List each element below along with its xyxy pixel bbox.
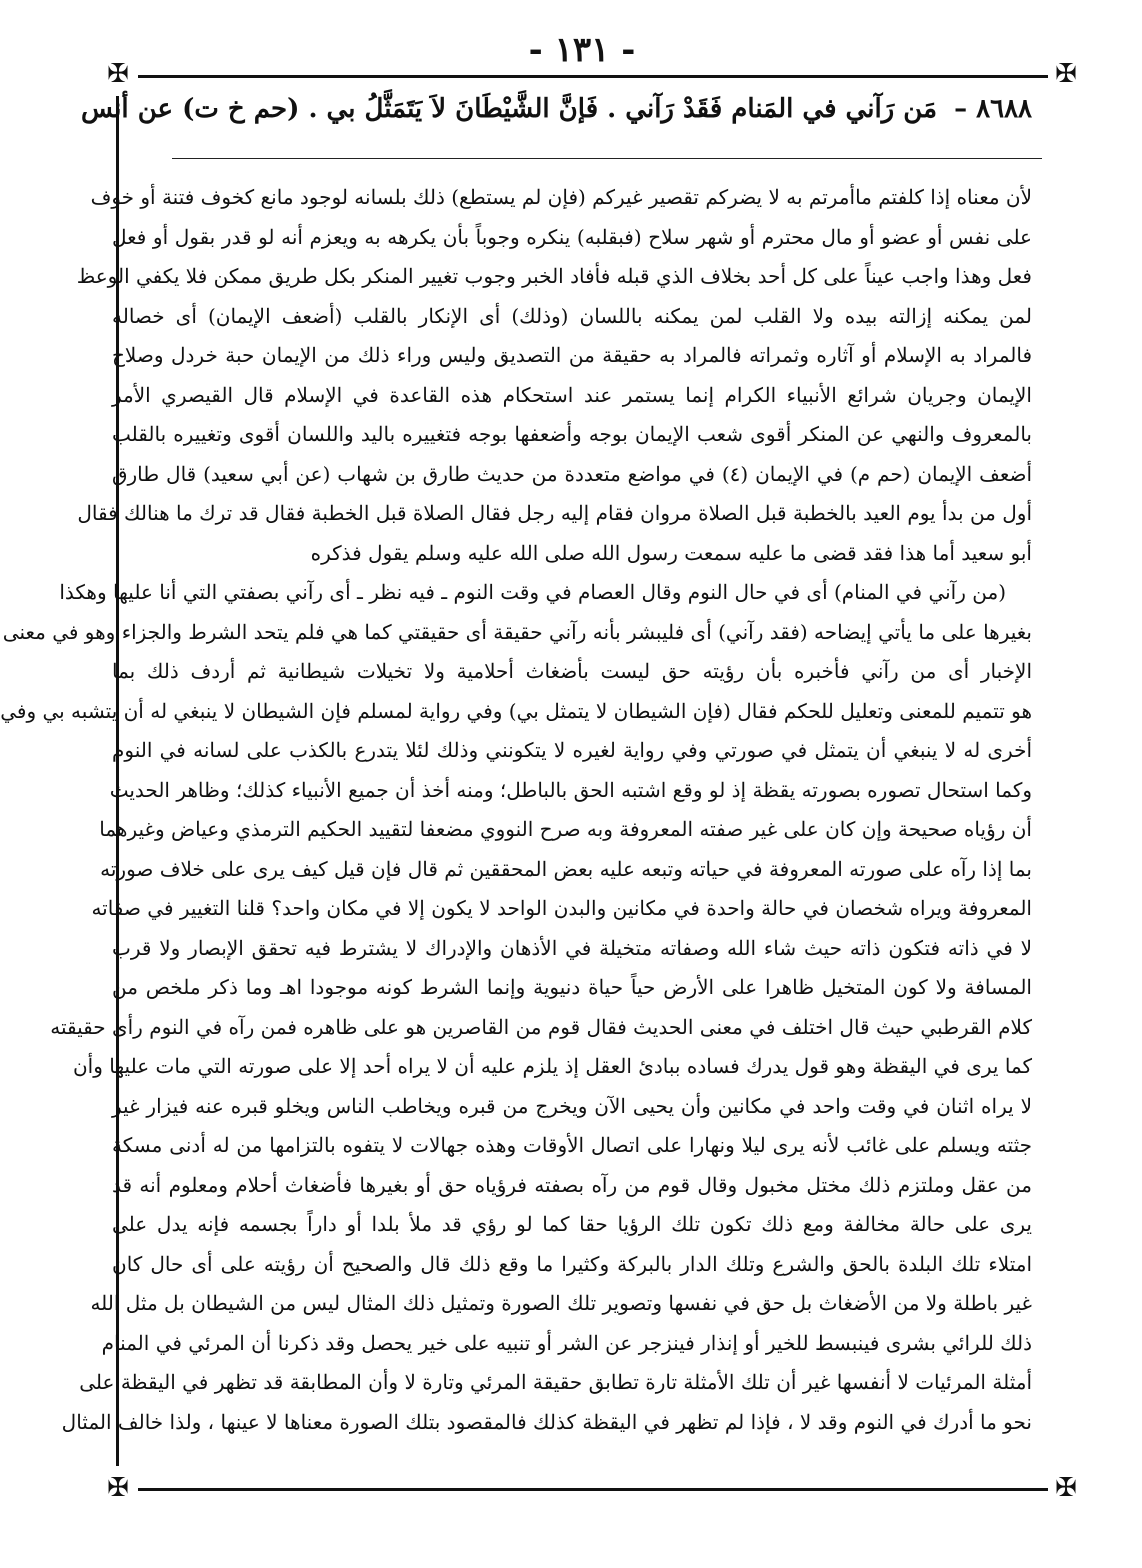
- commentary-line: أضعف الإيمان (حم م) في الإيمان (٤) في مواضع متعددة من حديث طارق بن شهاب (عن أبي سعيد) قال طارق: [112, 461, 1033, 486]
- commentary-line: ذلك للرائي بشرى فينبسط للخير أو إنذار فينزجر عن الشر أو تنبيه على خير يحصل وقد ذكرنا أن المرئي في المنام: [101, 1330, 1032, 1355]
- commentary-line: أن رؤياه صحيحة وإن كان على غير صفته المعروفة وبه صرح النووي مضعفا لتقييد الحكيم الترمذي وعياض وغيرهما: [99, 817, 1032, 841]
- header-divider: [172, 158, 1042, 159]
- commentary-line: لا يراه اثنان في وقت واحد في مكانين وأن يحيى الآن ويخرج من قبره ويخاطب الناس ويخلو قبره عنه فيزار غير: [112, 1093, 1032, 1118]
- commentary-line: بما إذا رآه على صورته المعروفة في حياته وتبعه عليه بعض المحققين ثم قال فإن قيل كيف يرى على خلاف صورته: [100, 856, 1032, 881]
- commentary-line: امتلاء تلك البلدة بالحق والشرع وتلك الدار بالبركة وكثيرا ما وقع ذلك قال والصحيح أن رؤيته على أى حال كان: [112, 1251, 1032, 1276]
- commentary-line: الإخبار أى من رآني فأخبره بأن رؤيته حق ليست بأضغاث أحلامية ولا تخيلات شيطانية ثم أردف ذلك بما: [112, 659, 1032, 683]
- corner-ornament-icon: ✠: [107, 59, 129, 89]
- corner-ornament-icon: ✠: [1055, 1473, 1077, 1503]
- commentary-line: نحو ما أدرك في النوم وقد لا ، فإذا لم تظهر في اليقظة كذلك فالمقصود بتلك الصورة معناها لا عينها ، ولذا خالف المثال: [61, 1409, 1032, 1434]
- commentary-line: أمثلة المرئيات لا أنفسها غير أن تلك الأمثلة تارة تطابق حقيقة المرئي وتارة لا وأن المطابقة قد تظهر في اليقظة على: [79, 1370, 1032, 1394]
- page-number: - ١٣١ -: [528, 30, 636, 70]
- hadith-number: ٨٦٨٨ –: [954, 94, 1032, 124]
- commentary-line: هو تتميم للمعنى وتعليل للحكم فقال (فإن الشيطان لا يتمثل بي) وفي رواية لمسلم فإن الشيطان لا ينبغي له أن يتشبه بي وفي: [0, 698, 1032, 723]
- commentary-line: جثته ويسلم على غائب لأنه يرى ليلا ونهارا على اتصال الأوقات وهذه جهالات لا يتفوه بالتزامها من له أدنى مسكة: [112, 1133, 1032, 1157]
- commentary-line: بغيرها على ما يأتي إيضاحه (فقد رآني) أى فليبشر بأنه رآني حقيقة أى حقيقتي كما هي فلم يتحد الشرط والجزاء وهو في معنى: [2, 619, 1032, 644]
- commentary-line: على نفس أو عضو أو مال محترم أو شهر سلاح (فبقلبه) ينكره وجوباً بأن يكرهه به ويعزم أنه لو قدر بقول أو فعل: [112, 224, 1032, 249]
- hadith-heading: [81, 94, 1032, 124]
- commentary-line: من عقل وملتزم ذلك مختل مخبول وقال قوم من رآه بصفته فرؤياه حق أو بغيرها فأضغاث أحلام ومعلوم أنه قد: [112, 1172, 1032, 1197]
- commentary-line: لمن يمكنه إزالته بيده ولا القلب لمن يمكنه باللسان (وذلك) أى الإنكار بالقلب (أضعف الإيمان) أى خصاله: [112, 303, 1032, 328]
- commentary-line: أول من بدأ يوم العيد بالخطبة قبل الصلاة مروان فقام إليه رجل فقال الصلاة قبل الخطبة فقال قد ترك ما هنالك فقال: [77, 501, 1032, 525]
- commentary-line: فالمراد به الإسلام أو آثاره وثمراته فالمراد به حقيقة من التصديق وليس وراء ذلك من الإيمان حبة خردل وصلاح: [112, 343, 1032, 367]
- commentary-line: المسافة ولا كون المتخيل ظاهرا على الأرض حياً حياة دنيوية وإنما الشرط كونه موجودا اهـ وما ذكر ملخص من: [112, 975, 1032, 999]
- commentary-line: فعل وهذا واجب عيناً على كل أحد بخلاف الذي قبله فأفاد الخبر وجوب تغيير المنكر بكل طريق ممكن فلا يكفي الوعظ: [76, 264, 1032, 288]
- commentary-line: كما يرى في اليقظة وهو قول يدرك فساده ببادئ العقل إذ يلزم عليه أن لا يراه أحد إلا على صورته التي مات عليها وأن: [72, 1054, 1032, 1078]
- commentary-line: أبو سعيد أما هذا فقد قضى ما عليه سمعت رسول الله صلى الله عليه وسلم يقول فذكره: [310, 540, 1032, 565]
- commentary-line: كلام القرطبي حيث قال اختلف في معنى الحديث فقال قوم من القاصرين هو على ظاهره فمن رآه في النوم رأى حقيقته: [50, 1014, 1032, 1039]
- commentary-line: غير باطلة ولا من الأضغاث بل حق في نفسها وتصوير تلك الصورة وتمثيل ذلك المثال ليس من الشيطان بل مثل الله: [90, 1291, 1032, 1315]
- bottom-border-rule: [138, 1488, 1048, 1491]
- corner-ornament-icon: ✠: [1055, 59, 1077, 89]
- commentary-line: وكما استحال تصوره بصورته يقظة إذ لو وقع اشتبه الحق بالباطل؛ ومنه أخذ أن جميع الأنبياء كذلك؛ وظاهر الحديث: [109, 777, 1032, 802]
- commentary-line: لأن معناه إذا كلفتم ماأمرتم به لا يضركم تقصير غيركم (فإن لم يستطع) ذلك بلسانه لوجود مانع كخوف فتنة أو خوف: [90, 185, 1032, 209]
- commentary-line: المعروفة ويراه شخصان في حالة واحدة في مكانين والبدن الواحد لا يكون إلا في مكان واحد؟ قلنا التغيير في صفاته: [91, 896, 1032, 920]
- top-border-rule: [138, 75, 1048, 78]
- commentary-line: الإيمان وجريان شرائع الأنبياء الكرام إنما يستمر عند استحكام هذه القاعدة في الإسلام قال القيصري الأمر: [112, 382, 1032, 407]
- commentary-body: [0, 178, 1033, 1442]
- commentary-line: أخرى له لا ينبغي أن يتمثل في صورتي وفي رواية لغيره لا يتكونني وذلك لئلا يتدرع بالكذب على لسانه في النوم: [112, 738, 1032, 762]
- corner-ornament-icon: ✠: [107, 1473, 129, 1503]
- hadith-text: مَن رَآني في المَنام فَقَدْ رَآني . فَإنَّ الشَّيْطَانَ لاَ يَتَمَثَّلُ بي . (حم خ ت) عن أنس: [81, 94, 938, 124]
- commentary-line: لا في ذاته فتكون ذاته حيث شاء الله وصفاته متخيلة في الأذهان والإدراك لا يشترط فيه تحقق الإبصار ولا قرب: [112, 935, 1032, 960]
- commentary-line: (من رآني في المنام) أى في حال النوم وقال العصام في وقت النوم ـ فيه نظر ـ أى رآني بصفتي التي أنا عليها وهكذا: [59, 580, 1006, 604]
- commentary-line: بالمعروف والنهي عن المنكر أقوى شعب الإيمان بوجه وأضعفها بوجه فتغييره باليد واللسان أقوى وتغييره بالقلب: [112, 422, 1032, 446]
- commentary-line: يرى على حالة مخالفة ومع ذلك تكون تلك الرؤيا حقا كما لو رؤي قد ملأ بلدا أو داراً بجسمه فإنه يدل على: [112, 1212, 1032, 1236]
